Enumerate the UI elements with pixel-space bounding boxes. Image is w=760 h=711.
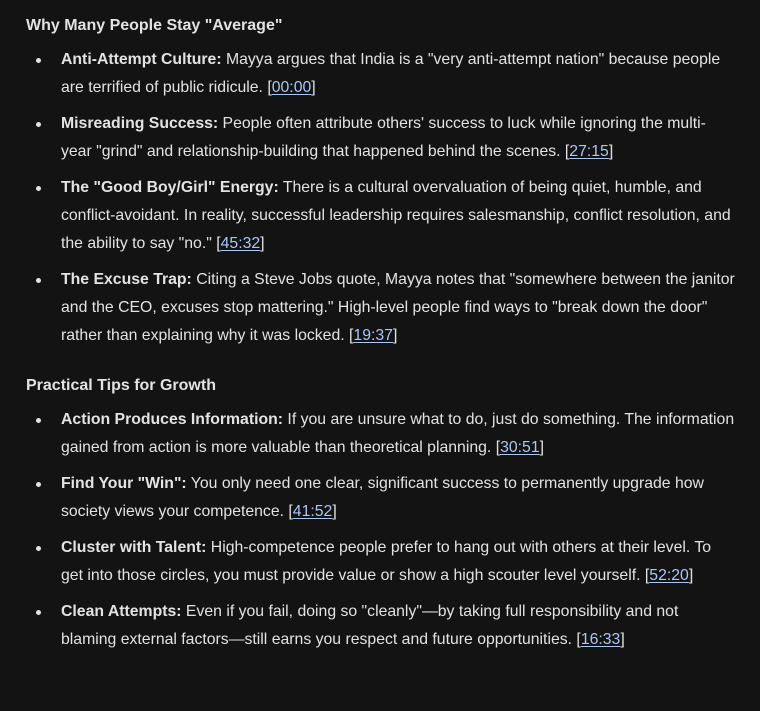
list-item: Anti-Attempt Culture: Mayya argues that India is a "very anti-attempt nation" because people are terrified of public ridicule. [00:00]	[26, 46, 736, 102]
timestamp-link[interactable]: 00:00	[271, 79, 312, 96]
bullet-list-tips	[26, 406, 736, 654]
list-item: Find Your "Win": You only need one clear, significant success to permanently upgrade how society views your competence. [41:52]	[26, 470, 736, 526]
item-text: Mayya argues that India is a "very anti-attempt nation" because people are terrified of public ridicule.	[61, 51, 721, 96]
section-heading-tips: Practical Tips for Growth	[26, 377, 216, 394]
item-term: Misreading Success:	[61, 115, 219, 132]
item-text: Even if you fail, doing so "cleanly"—by taking full responsibility and not blaming external factors—still earns you respect and future opportunities.	[61, 603, 679, 648]
list-item: Action Produces Information: If you are unsure what to do, just do something. The information gained from action is more valuable than theoretical planning. [30:51]	[26, 406, 736, 462]
section-heading-average: Why Many People Stay "Average"	[26, 17, 283, 34]
item-term: The Excuse Trap:	[61, 271, 192, 288]
timestamp-link[interactable]: 27:15	[569, 143, 609, 160]
list-item: Misreading Success: People often attribute others' success to luck while ignoring the multi-year "grind" and relationship-building that happened behind the scenes. [27:15]	[26, 110, 736, 166]
item-text: Citing a Steve Jobs quote, Mayya notes that "somewhere between the janitor and the CEO, excuses stop mattering." High-level people find ways to "break down the door" rather than explaining why it was locked.	[61, 271, 735, 344]
timestamp-link[interactable]: 52:20	[649, 567, 689, 584]
item-text: There is a cultural overvaluation of being quiet, humble, and conflict-avoidant. In reality, successful leadership requires salesmanship, conflict resolution, and the ability to say "no."	[61, 179, 731, 252]
timestamp-link[interactable]: 45:32	[220, 235, 261, 252]
timestamp-link[interactable]: 41:52	[292, 503, 333, 520]
list-item: The "Good Boy/Girl" Energy: There is a cultural overvaluation of being quiet, humble, and conflict-avoidant. In reality, successful leadership requires salesmanship, conflict resolution, and the ability to say "no." [45:32]	[26, 174, 736, 258]
bullet-list-average	[26, 46, 736, 350]
list-item: Cluster with Talent: High-competence people prefer to hang out with others at their level. To get into those circles, you must provide value or show a high scouter level yourself. [52:20]	[26, 534, 736, 590]
item-text: People often attribute others' success to luck while ignoring the multi-year "grind" and relationship-building that happened behind the scenes.	[61, 115, 706, 160]
item-text: You only need one clear, significant success to permanently upgrade how society views your competence.	[61, 475, 704, 520]
list-item: Clean Attempts: Even if you fail, doing so "cleanly"—by taking full responsibility and not blaming external factors—still earns you respect and future opportunities. [16:33]	[26, 598, 736, 654]
item-term: Cluster with Talent:	[61, 539, 207, 556]
item-text: High-competence people prefer to hang out with others at their level. To get into those circles, you must provide value or show a high scouter level yourself.	[61, 539, 712, 584]
item-term: Action Produces Information:	[61, 411, 284, 428]
list-item: The Excuse Trap: Citing a Steve Jobs quote, Mayya notes that "somewhere between the janitor and the CEO, excuses stop mattering." High-level people find ways to "break down the door" rather than explaining why it was locked. [19:37]	[26, 266, 736, 350]
item-term: Anti-Attempt Culture:	[61, 51, 222, 68]
item-term: Find Your "Win":	[61, 475, 187, 492]
item-text: If you are unsure what to do, just do something. The information gained from action is more valuable than theoretical planning.	[61, 411, 735, 456]
timestamp-link[interactable]: 30:51	[500, 439, 540, 456]
item-term: Clean Attempts:	[61, 603, 182, 620]
timestamp-link[interactable]: 16:33	[580, 631, 621, 648]
item-term: The "Good Boy/Girl" Energy:	[61, 179, 279, 196]
timestamp-link[interactable]: 19:37	[353, 327, 393, 344]
